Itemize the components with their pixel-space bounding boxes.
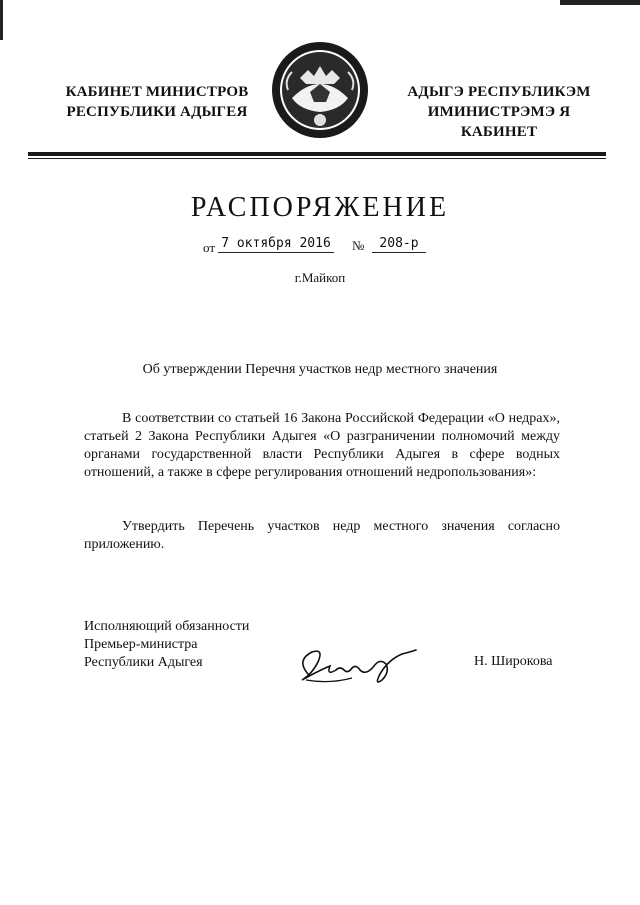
body-paragraph-2-text: Утвердить Перечень участков недр местного значения согласно приложению.	[84, 519, 560, 552]
position-line-3: Республики Адыгея	[84, 655, 203, 670]
number-value: 208-р	[372, 236, 426, 253]
scan-edge-mark-left	[0, 0, 3, 40]
issuer-line-1: КАБИНЕТ МИНИСТРОВ	[65, 84, 249, 100]
scan-edge-mark-top	[560, 0, 640, 5]
issuer-line-1-adyghe: АДЫГЭ РЕСПУБЛИКЭМ	[407, 84, 591, 100]
issuer-line-2-adyghe: ИМИНИСТРЭМЭ Я КАБИНЕТ	[427, 104, 571, 140]
document-subject: Об утверждении Перечня участков недр местного значения	[142, 362, 498, 377]
header-rule-thin	[28, 158, 606, 159]
body-paragraph-2	[84, 518, 560, 554]
body-paragraph-1	[84, 410, 560, 482]
issuer-name-russian	[62, 82, 252, 122]
signatory-name: Н. Широкова	[474, 654, 553, 669]
date-value: 7 октября 2016	[218, 236, 334, 253]
body-paragraph-1-text: В соответствии со статьей 16 Закона Российской Федерации «О недрах», статьей 2 Закона Республики Адыгея «О разграничении полномочий между органами государственной власти Республики Адыгея в сфере водных отношений, а также в сфере регулирования отношений недропользования»:	[84, 411, 560, 480]
date-label: от	[203, 240, 216, 255]
signatory-position	[84, 618, 249, 672]
document-title: РАСПОРЯЖЕНИЕ	[190, 192, 450, 223]
coat-of-arms-adygea-icon	[270, 40, 370, 140]
handwritten-signature	[290, 640, 420, 692]
number-label: №	[352, 238, 365, 253]
city: г.Майкоп	[294, 270, 346, 285]
header-rule-thick	[28, 152, 606, 156]
position-line-2: Премьер-министра	[84, 637, 198, 652]
issuer-line-2: РЕСПУБЛИКИ АДЫГЕЯ	[66, 104, 248, 120]
position-line-1: Исполняющий обязанности	[84, 619, 250, 634]
issuer-name-adyghe	[388, 82, 610, 142]
